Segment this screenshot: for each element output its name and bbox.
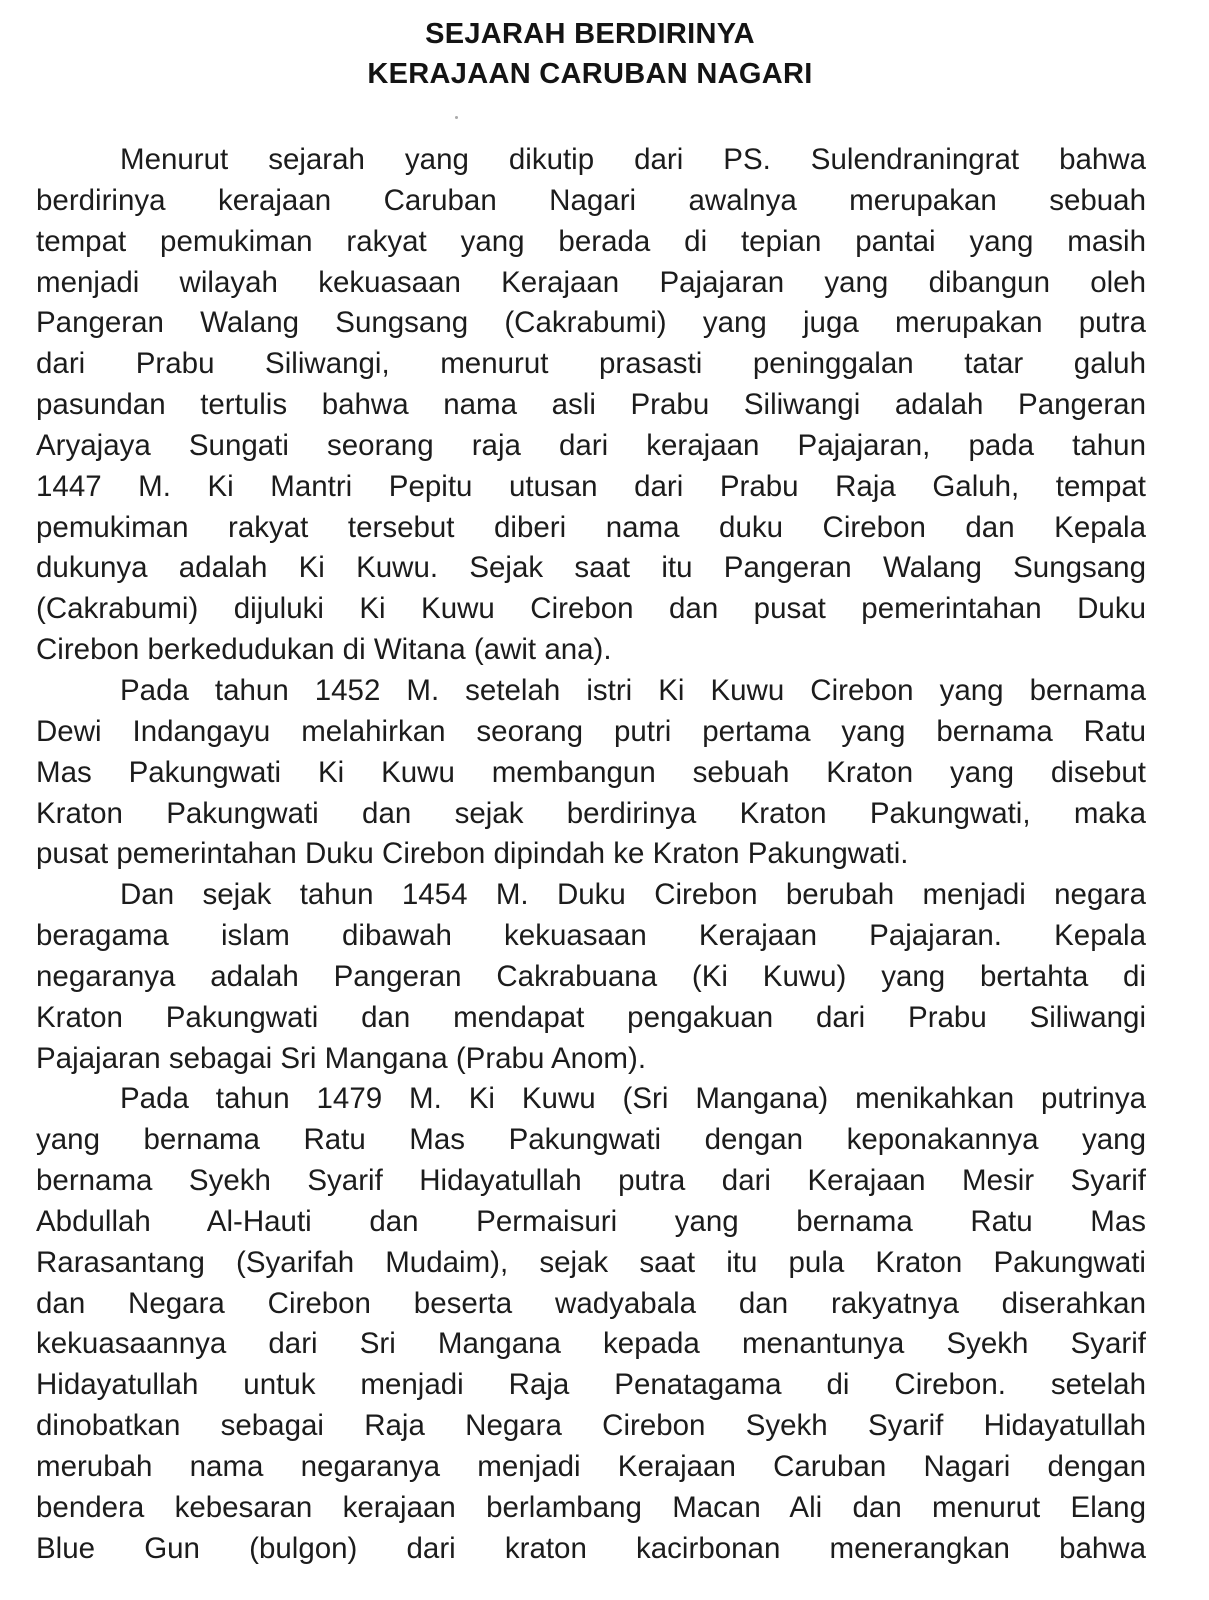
text-line: berdirinya kerajaan Caruban Nagari awalnya merupakan sebuah — [36, 183, 1146, 217]
title-line-1: SEJARAH BERDIRINYA — [425, 18, 755, 50]
text-line: pemukiman rakyat tersebut diberi nama duku Cirebon dan Kepala — [36, 510, 1146, 544]
text-line: Pajajaran sebagai Sri Mangana (Prabu Anom). — [36, 1041, 647, 1075]
text-line: Mas Pakungwati Ki Kuwu membangun sebuah Kraton yang disebut — [36, 755, 1146, 789]
text-line: Blue Gun (bulgon) dari kraton kacirbonan menerangkan bahwa — [36, 1531, 1146, 1565]
text-line: merubah nama negaranya menjadi Kerajaan Caruban Nagari dengan — [36, 1450, 1146, 1483]
text-line: 1447 M. Ki Mantri Pepitu utusan dari Prabu Raja Galuh, tempat — [36, 469, 1146, 503]
text-line: Aryajaya Sungati seorang raja dari kerajaan Pajajaran, pada tahun — [36, 428, 1146, 462]
title-line-2: KERAJAAN CARUBAN NAGARI — [367, 58, 813, 90]
text-line: Kraton Pakungwati dan mendapat pengakuan dari Prabu Siliwangi — [36, 1000, 1146, 1034]
text-line: bendera kebesaran kerajaan berlambang Macan Ali dan menurut Elang — [36, 1490, 1146, 1524]
text-line: Hidayatullah untuk menjadi Raja Penatagama di Cirebon. setelah — [36, 1368, 1146, 1402]
text-line: Menurut sejarah yang dikutip dari PS. Sulendraningrat bahwa — [120, 143, 1146, 176]
document-title — [0, 14, 1180, 94]
text-line: Pada tahun 1452 M. setelah istri Ki Kuwu Cirebon yang bernama — [120, 673, 1146, 707]
text-line: Kraton Pakungwati dan sejak berdirinya Kraton Pakungwati, maka — [36, 796, 1146, 830]
text-line: Abdullah Al-Hauti dan Permaisuri yang bernama Ratu Mas — [36, 1204, 1146, 1238]
text-line: Pangeran Walang Sungsang (Cakrabumi) yang juga merupakan putra — [36, 306, 1146, 340]
paragraph — [36, 1079, 1146, 1569]
text-line: Dewi Indangayu melahirkan seorang putri pertama yang bernama Ratu — [36, 714, 1146, 748]
text-line: dari Prabu Siliwangi, menurut prasasti peninggalan tatar galuh — [36, 347, 1146, 381]
text-line: (Cakrabumi) dijuluki Ki Kuwu Cirebon dan pusat pemerintahan Duku — [36, 592, 1146, 626]
document-body — [36, 140, 1146, 1570]
text-line: negaranya adalah Pangeran Cakrabuana (Ki Kuwu) yang bertahta di — [36, 959, 1146, 993]
text-line: Cirebon berkedudukan di Witana (awit ana). — [36, 633, 612, 667]
text-line: dan Negara Cirebon beserta wadyabala dan rakyatnya diserahkan — [36, 1286, 1146, 1320]
text-line: tempat pemukiman rakyat yang berada di tepian pantai yang masih — [36, 224, 1146, 258]
text-line: pasundan tertulis bahwa nama asli Prabu Siliwangi adalah Pangeran — [36, 388, 1146, 422]
scan-speck — [455, 116, 458, 119]
paragraph — [36, 875, 1146, 1079]
text-line: Pada tahun 1479 M. Ki Kuwu (Sri Mangana) menikahkan putrinya — [120, 1082, 1146, 1116]
paragraph — [36, 140, 1146, 671]
text-line: beragama islam dibawah kekuasaan Kerajaan Pajajaran. Kepala — [36, 919, 1146, 953]
text-line: dinobatkan sebagai Raja Negara Cirebon Syekh Syarif Hidayatullah — [36, 1409, 1146, 1443]
text-line: dukunya adalah Ki Kuwu. Sejak saat itu Pangeran Walang Sungsang — [36, 551, 1146, 585]
text-line: Dan sejak tahun 1454 M. Duku Cirebon berubah menjadi negara — [120, 878, 1146, 912]
text-line: Rarasantang (Syarifah Mudaim), sejak saat itu pula Kraton Pakungwati — [36, 1245, 1146, 1279]
text-line: pusat pemerintahan Duku Cirebon dipindah ke Kraton Pakungwati. — [36, 837, 909, 871]
paragraph — [36, 671, 1146, 875]
text-line: kekuasaannya dari Sri Mangana kepada menantunya Syekh Syarif — [36, 1327, 1146, 1361]
text-line: bernama Syekh Syarif Hidayatullah putra dari Kerajaan Mesir Syarif — [36, 1164, 1146, 1198]
text-line: menjadi wilayah kekuasaan Kerajaan Pajajaran yang dibangun oleh — [36, 265, 1146, 299]
text-line: yang bernama Ratu Mas Pakungwati dengan keponakannya yang — [36, 1123, 1146, 1157]
